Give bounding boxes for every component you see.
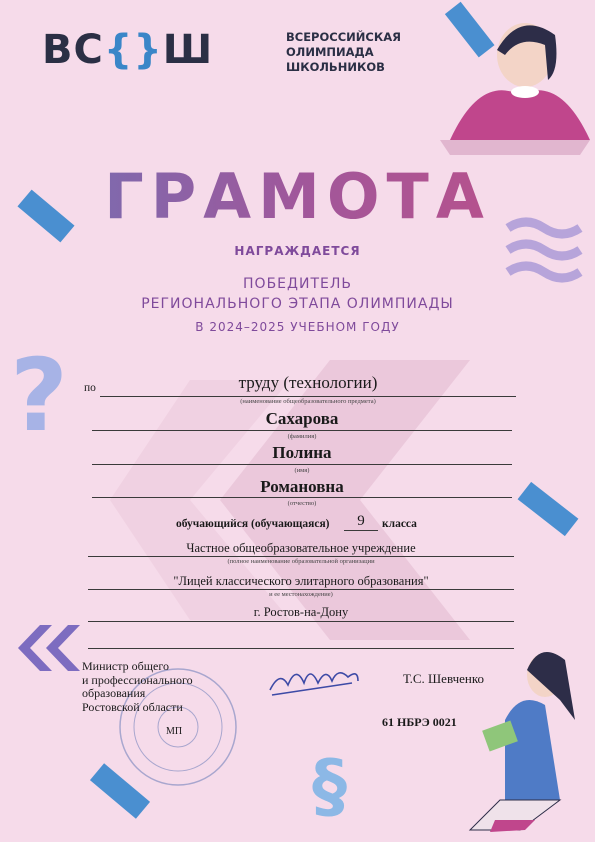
school-name-2: "Лицей классического элитарного образования" bbox=[173, 574, 429, 588]
subject-value: труду (технологии) bbox=[238, 373, 378, 392]
year-label: В 2024–2025 УЧЕБНОМ ГОДУ bbox=[195, 320, 400, 334]
city-line bbox=[88, 621, 514, 622]
school-caption-1: (полное наименование образовательной организации bbox=[227, 558, 375, 565]
girl-reading-illustration bbox=[470, 652, 575, 832]
school-name-1: Частное общеобразовательное учреждение bbox=[186, 541, 416, 555]
signatory-role-line-4: Ростовской области bbox=[82, 699, 183, 714]
grade-suffix: класса bbox=[382, 518, 417, 530]
name-value: Полина bbox=[272, 443, 332, 462]
school-city: г. Ростов-на-Дону bbox=[253, 605, 349, 619]
surname-caption: (фамилия) bbox=[287, 433, 317, 440]
signatory-role bbox=[82, 660, 193, 714]
logo-line-1: ВСЕРОССИЙСКАЯ bbox=[286, 30, 401, 44]
awarded-label: НАГРАЖДАЕТСЯ bbox=[234, 244, 361, 258]
subject-caption: (наименование общеобразовательного предмета) bbox=[240, 398, 376, 405]
name-caption: (имя) bbox=[294, 467, 310, 474]
signatory-role-line-1: Министр общего bbox=[82, 659, 169, 673]
handwritten-signature bbox=[270, 673, 358, 695]
signatory-role-line-2: и профессионального bbox=[82, 672, 193, 687]
stage-label: РЕГИОНАЛЬНОГО ЭТАПА ОЛИМПИАДЫ bbox=[141, 296, 454, 312]
certificate-title: ГРАМОТА bbox=[0, 160, 595, 233]
double-chevron-decoration bbox=[18, 625, 80, 671]
logo-letters-left: ВС bbox=[42, 27, 104, 73]
patronymic-caption: (отчество) bbox=[287, 500, 317, 507]
surname-value: Сахарова bbox=[265, 409, 339, 428]
logo-line-3: ШКОЛЬНИКОВ bbox=[286, 60, 385, 74]
section-sign-decoration: § bbox=[312, 745, 347, 827]
school-line-1 bbox=[88, 556, 514, 557]
name-line bbox=[92, 464, 512, 465]
grade-label: обучающийся (обучающаяся) bbox=[176, 518, 330, 530]
surname-line bbox=[92, 430, 512, 431]
blue-bar-top-right bbox=[445, 2, 495, 58]
signatory-name: Т.С. Шевченко bbox=[403, 671, 485, 686]
logo-line-2: ОЛИМПИАДА bbox=[286, 45, 374, 59]
olympiad-logo-mark bbox=[42, 27, 214, 73]
subject-line bbox=[100, 396, 516, 397]
logo-braces: {} bbox=[103, 27, 163, 73]
blue-bar-right bbox=[518, 482, 579, 536]
school-caption-2: и ее местонахождение) bbox=[269, 591, 333, 598]
blank-line bbox=[88, 648, 514, 649]
certificate-number: 61 НБРЭ 0021 bbox=[382, 715, 457, 729]
girl-writing-illustration bbox=[440, 23, 590, 155]
school-line-2 bbox=[88, 589, 514, 590]
signatory-role-line-3: образования bbox=[82, 686, 146, 700]
patronymic-line bbox=[92, 497, 512, 498]
olympiad-logo-text bbox=[286, 30, 401, 75]
logo-letters-right: Ш bbox=[162, 27, 214, 73]
patronymic-value: Романовна bbox=[260, 477, 344, 496]
winner-label: ПОБЕДИТЕЛЬ bbox=[243, 276, 352, 292]
grade-value: 9 bbox=[344, 513, 378, 531]
question-mark-decoration: ? bbox=[10, 337, 69, 454]
stamp-mp-label: МП bbox=[166, 726, 183, 737]
subject-prefix: по bbox=[84, 382, 96, 394]
